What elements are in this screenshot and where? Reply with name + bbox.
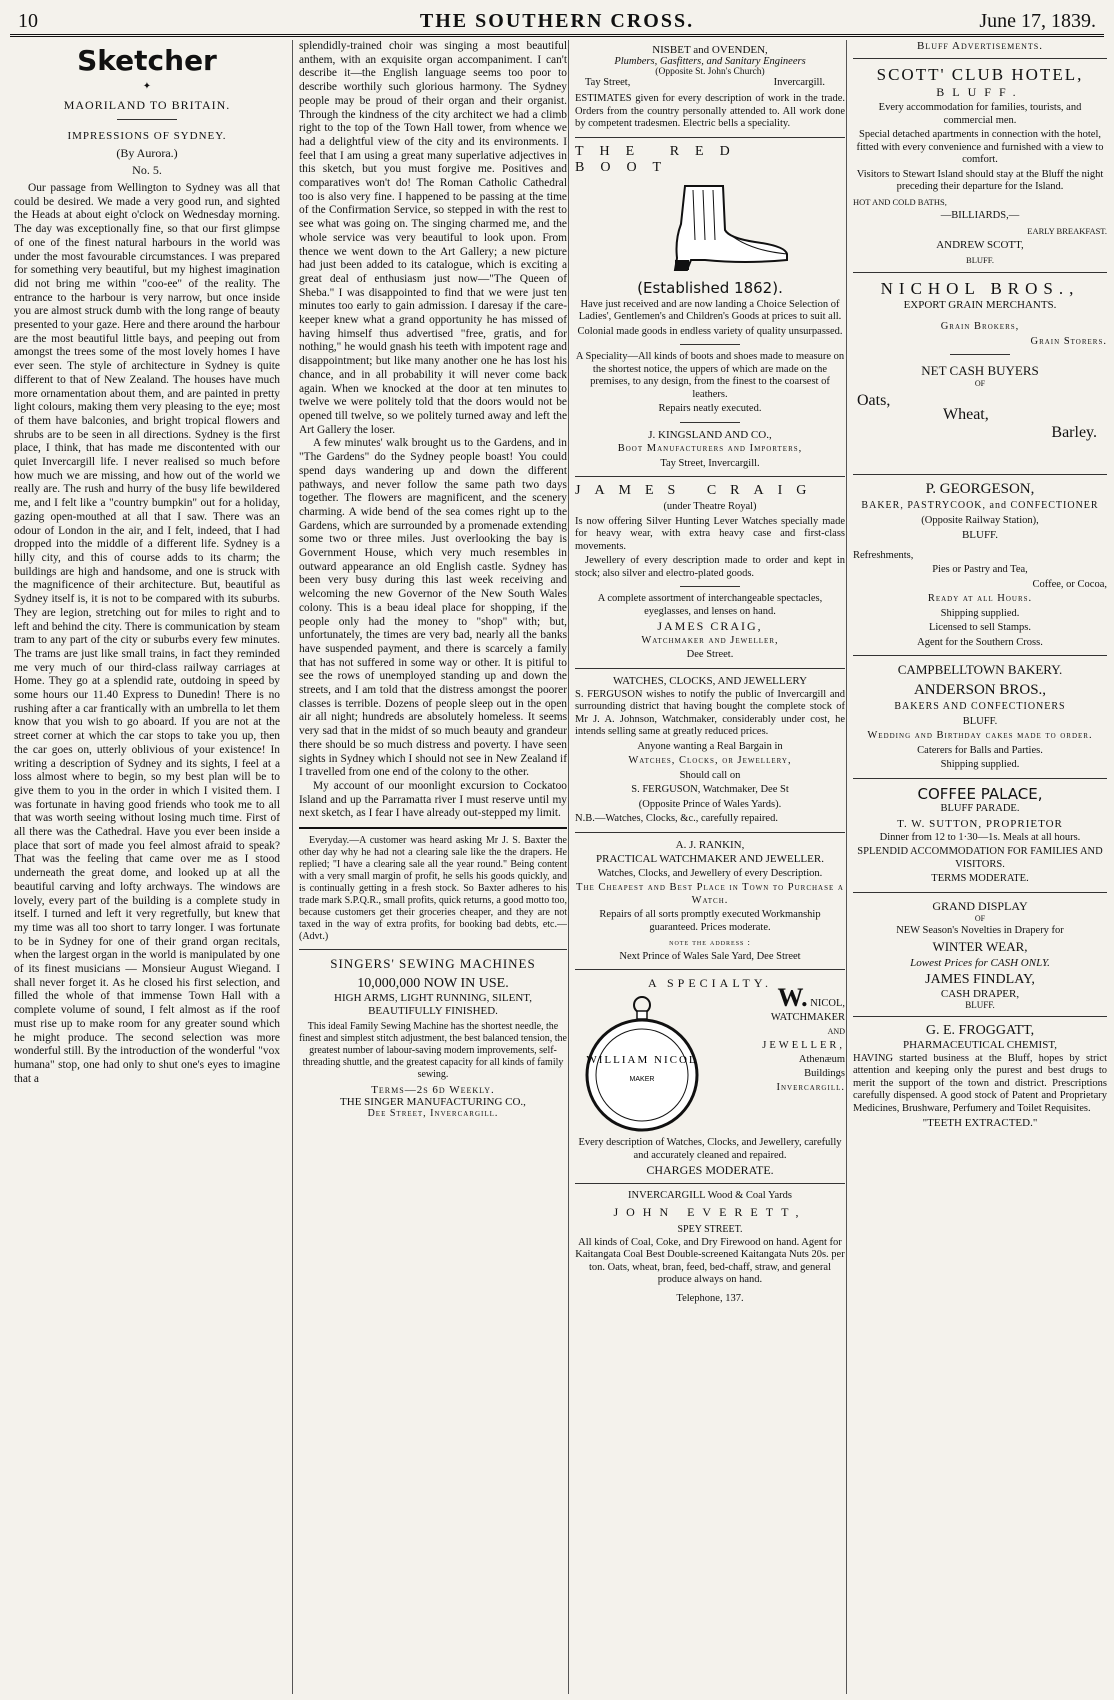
nicol-w: W. NICOL, xyxy=(777,983,845,1012)
georgeson-r1: Refreshments, xyxy=(853,549,914,561)
georgeson-town: BLUFF. xyxy=(961,529,999,541)
nicol-name: NICOL, xyxy=(810,998,845,1009)
masthead xyxy=(10,8,1104,37)
james-craig-advertisement xyxy=(575,483,845,662)
coffee-terms: TERMS MODERATE. xyxy=(931,873,1029,884)
everett-text: All kinds of Coal, Coke, and Dry Firewood on hand. Agent for Kaitangata Coal Best Double-screened Kaitangata Nuts 20s. per ton. Oats, wheat, bran, feed, bed-chaff, straw, and general produce always on hand. xyxy=(575,1236,845,1285)
singer-company: THE SINGER MANUFACTURING CO., xyxy=(340,1096,526,1109)
divider xyxy=(853,58,1107,59)
ferguson-line-4: S. FERGUSON, Watchmaker, Dee St xyxy=(631,784,789,795)
article-paragraph: My account of our moonlight excursion to Cockatoo Island and up the Parramatta river I must reserve until my next sketch, as I fear I have already out-stepped my limit. xyxy=(299,779,567,820)
georgeson-r2: Pies or Pastry and Tea, xyxy=(932,564,1028,575)
scott-text-2: Special detached apartments in connection with the hotel, fitted with every convenience and furnished with a view to comfort. xyxy=(856,129,1104,165)
ferguson-line-2: Watches, Clocks, or Jewellery, xyxy=(628,755,792,766)
byline: (By Aurora.) xyxy=(116,146,178,160)
rankin-text-3: Repairs of all sorts promptly executed Workmanship guaranteed. Prices moderate. xyxy=(599,909,821,933)
georgeson-advertisement xyxy=(853,481,1107,649)
nisbet-town: Invercargill. xyxy=(773,77,825,88)
red-boot-advertisement xyxy=(575,144,845,471)
craig-text-3: A complete assortment of interchangeable spectacles, eyeglasses, and lenses on hand. xyxy=(597,593,823,617)
issue-date: June 17, 1839. xyxy=(979,10,1096,32)
divider xyxy=(575,969,845,970)
red-boot-address: Tay Street, Invercargill. xyxy=(660,457,760,469)
nisbet-name: NISBET and OVENDEN, xyxy=(652,44,768,56)
ferguson-text: S. FERGUSON wishes to notify the public of Invercargill and surrounding district that having bought the complete stock of Mr J. A. Johnson, Watchmaker, considerably under cost, he intends selling same at greatly reduced prices. xyxy=(575,688,845,737)
scott-text-1: Every accommodation for families, tourists, and commercial men. xyxy=(878,102,1082,126)
rankin-name: A. J. RANKIN, xyxy=(675,838,745,851)
grain-oats: Oats, xyxy=(857,392,891,409)
ferguson-line-3: Should call on xyxy=(679,769,741,781)
article-body-continued: splendidly-trained choir was singing a most beautiful anthem, with an exquisite organ accompaniment. I can't describe it—the English language seems too poor to describe worthily such glorious harmony. The Sydney people may be proud of their organ and their organist. Through the kindness of the city architect we had a climb right to the top of the Town Hall tower, from whence we had a delightful view of the city and its environments. I feel that I am using a great many superlative adjectives in this sketch, but you must forgive me. Positives and comparatives won't do! The Roman Catholic Cathedral too is also very fine. I happened to be passing at the time of the Confirmation Service, so stepped in with the rest to see what was going on. The singing charmed me, and the whole service was very beautiful to look upon. From thence we went down to the Art Gallery; a new picture had just been added to its catalogue, which is exciting a great deal of enthusiasm just now—"The Queen of Sheba." I was disappointed to find that we were just ten minutes too early to gain admission. I daresay if the care-keeper knew what a grand opportunity he has missed of having himself thus advertised "free, gratis, and for nothing," he would gnash his teeth with impotent rage and disappointment; but like many another one he has lost his chance, and in all probability it will never come back again. When we knocked at the door at ten minutes to twelve we were politely told that the doors would not be opened till twelve, so we politely turned away and left the Art Gallery the loser. xyxy=(299,40,567,436)
froggatt-text: HAVING started business at the Bluff, hopes by strict attention and keeping only the purest and best drugs to merit the support of the town and district. Prescriptions carefully dispensed. A good stock of Patent and Proprietary Medicines, Brushware, Perfumery and Toilet Requisites. xyxy=(853,1052,1107,1114)
divider xyxy=(853,474,1107,475)
georgeson-r7: Agent for the Southern Cross. xyxy=(917,636,1043,648)
froggatt-name: G. E. FROGGATT, xyxy=(925,1022,1035,1038)
article-body: Our passage from Wellington to Sydney was all that could be desired. We made a very good run, and sighted the Heads at about eight o'clock on Wednesday morning. The day was exceptionally fine, so that our first glimpse of one of the finest natural harbours in the world was under the most favourable circumstances. I was prepared for something very beautiful, but my highest imagination did not bring me within "coo-ee" of the reality. The entrance to the harbour is very narrow, but once inside you are almost struck dumb with the long range of beauty presented to your gaze. Here and there around the harbour are the most beautiful little bays, and peeping out from amongst the trees some of the most lovely homes I have ever seen. The style of architecture in Sydney is quite different to that of New Zealand. The houses have much more ornamentation about them, and are painted in pretty light colours, making them very pleasing to the eye; most of them have balconies, and bright tropical flowers and shrubs are to be seen in all directions. Sydney is the first place, I think, that has made me discontented with our quiet Invercargill life. I never realised so much before how much we are missing, and how out of the world we really are. The rush and hurry of the busy life bewildered me, and I felt like a "country bumpkin" out for a holiday, gazing open-mouthed at all that I saw. There was an odour of London in the air, and I felt, indeed, that I had dropped into the middle of a different life. Sydney is a hilly city, and this of course adds to its charm; the buildings are high and handsome, and one is struck with the magnificence of their architecture. But, beautiful as Sydney itself is, it is not to be compared with its suburbs. They are legion, stretching out for miles to right and to left and behind the city. There is communication by steam tram to any part of the city or suburbs every few minutes. The trams are just like small trains, in fact they reminded me very much of our third-class railway carriages at Home. They go at a splendid rate, outdoing in speed by some hours our 11.40 Express to Dunedin! There is no rushing after a car frantically with an umbrella to let them know that you wish to go aboard. If you are not at the street corner at which the car stops to take you up, then the car goes on, utterly oblivious of your existence! In writing a description of Sydney and its sights, I feel at a loss almost where to begin, so my best plan will be to give them to you in the order in which I visited them. I was fortunate in having good friends who took me to all that was worth seeing without losing much time. First of all there was the Cathedral. Have you ever been inside a place that sort of made you feel almost afraid to speak? That was the feeling that came over me as I stood underneath the great dome, and looked up at all the beautiful carving and lofty archways. The windows are lovely, every part of the building is a complete study in itself. I turned and left it very regretfully, but knew that my time was all too short to tarry longer. I was fortunate to be in Sydney for one of their grand organ recitals, when the largest organ in the world is manipulated by one of its finest musicians — Monsieur August Wiegand. I shall never forget it. As he closed his first selection, and filled the whole of that immense Town Hall with a complete volume of sound, I felt almost as if the roof must rise up to make room for any greater sound which he might produce. The second selection was more wonderful still. By the introduction of the wonderful "vox humana" stop, one had only to shut one's eyes to imagine that a xyxy=(14,182,280,1085)
nisbet-advertisement xyxy=(575,44,845,131)
watch-maker-label: MAKER xyxy=(629,1076,655,1083)
everett-name: JOHN EVERETT, xyxy=(613,1204,807,1219)
anderson-role: BAKERS AND CONFECTIONERS xyxy=(894,701,1066,712)
georgeson-r3: Coffee, or Cocoa, xyxy=(1032,578,1107,590)
coffee-owner: T. W. SUTTON, PROPRIETOR xyxy=(897,817,1063,830)
red-boot-repairs: Repairs neatly executed. xyxy=(658,403,762,414)
ornament: ✦ xyxy=(142,81,152,92)
coffee-dinner: Dinner from 12 to 1·30—1s. Meals at all hours. xyxy=(879,831,1081,843)
ferguson-line-5: (Opposite Prince of Wales Yards). xyxy=(638,798,782,810)
nicol-location-1: Athenæum xyxy=(798,1054,845,1065)
froggatt-advertisement xyxy=(853,1023,1107,1130)
singer-address: Dee Street, Invercargill. xyxy=(367,1108,499,1120)
scott-breakfast: EARLY BREAKFAST. xyxy=(1027,225,1107,236)
boot-illustration xyxy=(625,180,795,275)
scott-billiards: —BILLIARDS,— xyxy=(940,210,1020,221)
scott-town: BLUFF. xyxy=(936,85,1024,99)
anderson-town: BLUFF. xyxy=(962,715,998,727)
bluff-heading: Bluff Advertisements. xyxy=(916,40,1044,52)
rankin-role: PRACTICAL WATCHMAKER AND JEWELLER. xyxy=(596,853,824,865)
newspaper-title: THE SOUTHERN CROSS. xyxy=(419,10,695,32)
georgeson-r6: Licensed to sell Stamps. xyxy=(928,622,1032,633)
watch-illustration xyxy=(575,993,710,1133)
nichol-name: NICHOL BROS., xyxy=(880,279,1080,298)
nichol-storers: Grain Storers. xyxy=(1030,335,1107,347)
column-4 xyxy=(846,40,1107,1694)
scott-name: SCOTT' CLUB HOTEL, xyxy=(876,65,1084,84)
anderson-name: ANDERSON BROS., xyxy=(913,682,1047,698)
georgeson-opposite: (Opposite Railway Station), xyxy=(921,514,1039,526)
craig-name: JAMES CRAIG, xyxy=(657,619,763,633)
findlay-name: JAMES FINDLAY, xyxy=(925,971,1035,987)
article-subheading: MAORILAND TO BRITAIN. xyxy=(63,98,231,112)
coffee-sub: BLUFF PARADE. xyxy=(940,802,1020,814)
anderson-shipping: Shipping supplied. xyxy=(940,759,1020,770)
findlay-text: NEW Season's Novelties in Drapery for xyxy=(896,924,1064,936)
craig-text-2: Jewellery of every description made to order and kept in stock; also silver and electro-plated goods. xyxy=(575,555,845,579)
findlay-of: OF xyxy=(974,913,986,923)
everyday-notice: Everyday.—A customer was heard asking Mr J. S. Baxter the other day why he had not a clearing sale like the the drapers. He replied; "I have a clearing sale all the year round." Being content with a very small margin of profit, he sells his goods quickly, and is continually getting in a fresh stock. So Baxter adheres to his trade mark S.P.Q.R., small profits, quick returns, a good motto too, because customers get their groceries cheaper, and they are not taxed in the way of extra profits, for booking bad debts, etc.—(Advt.) xyxy=(299,835,567,943)
findlay-town: BLUFF. xyxy=(965,999,995,1010)
page-number: 10 xyxy=(18,10,38,32)
singer-advertisement xyxy=(299,956,567,1119)
craig-address: Dee Street. xyxy=(686,649,734,660)
craig-sub: (under Theatre Royal) xyxy=(663,501,757,512)
anderson-advertisement xyxy=(853,662,1107,772)
findlay-winter: WINTER WEAR, xyxy=(932,939,1028,954)
rankin-address: Next Prince of Wales Sale Yard, Dee Street xyxy=(619,950,801,962)
scott-owner-town: BLUFF. xyxy=(966,254,994,265)
article-number: No. 5. xyxy=(132,163,162,177)
column-2 xyxy=(292,40,567,1694)
froggatt-role: PHARMACEUTICAL CHEMIST, xyxy=(902,1038,1057,1051)
grain-barley: Barley. xyxy=(1051,424,1097,441)
ferguson-heading: WATCHES, CLOCKS, AND JEWELLERY xyxy=(612,674,808,687)
everett-heading: INVERCARGILL Wood & Coal Yards xyxy=(628,1189,792,1201)
divider xyxy=(575,476,845,477)
froggatt-teeth: "TEETH EXTRACTED." xyxy=(922,1117,1038,1129)
rankin-advertisement xyxy=(575,839,845,964)
nisbet-trade: Plumbers, Gasfitters, and Sanitary Engineers xyxy=(614,56,806,67)
ferguson-nb: N.B.—Watches, Clocks, &c., carefully repaired. xyxy=(575,813,778,824)
grain-list xyxy=(853,388,1107,468)
nisbet-opposite: (Opposite St. John's Church) xyxy=(655,67,765,77)
ferguson-line-1: Anyone wanting a Real Bargain in xyxy=(637,740,783,752)
georgeson-r4: Ready at all Hours. xyxy=(927,593,1033,604)
divider xyxy=(680,344,740,345)
divider xyxy=(575,137,845,138)
singer-line-2: HIGH ARMS, LIGHT RUNNING, SILENT, BEAUTIFULLY FINISHED. xyxy=(334,992,532,1018)
nicol-advertisement xyxy=(575,976,845,1177)
findlay-role: CASH DRAPER, xyxy=(940,987,1020,1000)
singer-terms: Terms—2s 6d Weekly. xyxy=(371,1084,495,1097)
nicol-town: Invercargill. xyxy=(776,1082,845,1093)
nichol-buyers: NET CASH BUYERS xyxy=(921,363,1039,378)
divider xyxy=(853,778,1107,779)
anderson-cakes: Wedding and Birthday cakes made to order. xyxy=(867,730,1093,741)
everett-advertisement xyxy=(575,1190,845,1306)
nicol-special: A SPECIALTY. xyxy=(647,976,773,990)
findlay-prices: Lowest Prices for CASH ONLY. xyxy=(910,957,1050,969)
anderson-caterers: Caterers for Balls and Parties. xyxy=(917,744,1043,756)
craig-role: Watchmaker and Jeweller, xyxy=(641,634,779,646)
rankin-text-2: The Cheapest and Best Place in Town to Purchase a Watch. xyxy=(576,882,844,906)
findlay-advertisement xyxy=(853,899,1107,1010)
red-boot-text-2: Colonial made goods in endless variety of quality unsurpassed. xyxy=(577,325,843,337)
grain-wheat: Wheat, xyxy=(943,406,989,423)
coffee-palace-advertisement xyxy=(853,785,1107,886)
divider xyxy=(575,668,845,669)
nicol-role-2: JEWELLER, xyxy=(762,1040,845,1051)
scott-text-3: Visitors to Stewart Island should stay at the Bluff the night preceding their departure for the Island. xyxy=(856,168,1104,192)
divider xyxy=(299,827,567,829)
red-boot-text-3: A Speciality—All kinds of boots and shoes made to measure on the shortest notice, the uppers of which are made on the premises, to any design, from the finest to the coarsest of leathers. xyxy=(575,351,845,400)
nichol-role: EXPORT GRAIN MERCHANTS. xyxy=(903,299,1057,311)
singer-heading: SINGERS' SEWING MACHINES xyxy=(330,956,536,972)
coffee-heading: COFFEE PALACE, xyxy=(917,784,1043,803)
nichol-of: OF xyxy=(974,379,986,388)
divider xyxy=(575,832,845,833)
rankin-text-1: Watches, Clocks, and Jewellery of every Description. xyxy=(597,867,823,879)
divider xyxy=(853,892,1107,893)
everett-street: SPEY STREET. xyxy=(677,1223,743,1235)
watch-dial-text: WILLIAM NICOL xyxy=(586,1054,698,1066)
divider xyxy=(853,655,1107,656)
nisbet-text: ESTIMATES given for every description of work in the trade. Orders from the country personally attended to. All work done by competent tradesmen. Electric bells a speciality. xyxy=(575,93,845,129)
red-boot-heading: THE RED BOOT xyxy=(575,143,746,175)
nicol-charges: CHARGES MODERATE. xyxy=(646,1163,774,1177)
nicol-role-1: WATCHMAKER xyxy=(770,1012,845,1023)
coffee-accommodation: SPLENDID ACCOMMODATION FOR FAMILIES AND VISITORS. xyxy=(857,846,1103,870)
divider xyxy=(680,422,740,423)
nicol-location-2: Buildings xyxy=(804,1068,845,1079)
rankin-note: note the address : xyxy=(669,937,751,947)
craig-heading: JAMES CRAIG xyxy=(575,483,821,498)
red-boot-text-1: Have just received and are now landing a Choice Selection of Ladies', Gentlemen's and Children's Goods at prices to suit all. xyxy=(578,298,842,322)
divider xyxy=(575,1183,845,1184)
article-paragraph: A few minutes' walk brought us to the Gardens, and in "The Gardens" do the Sydney people boast! You could spend days wandering up and down the different pathways, and never follow the same path two days together. The flowers are magnificent, and the scenery charming. A wide bend of the sea comes right up to the Gardens, which are surrounded by a promenade extending some two or three miles. Just overlooking the bay is Government House, which very much resembles in outward appearance an old English castle. Sydney has been very busy during this last week receiving and welcoming the new Governor of the New South Wales colony. This is a beau ideal place for shopping, if the people only had the money to "shop" with; but, unfortunately, the times are very bad, nearly all the banks have suspended payment, and there is scarcely a family that has not suffered in some way or other. It is pitiful to see the rows of unemployed standing up and down the streets, and I am told that the distress amongst the poorer classes is terrible. Dozens of people sleep out in the open air all night; hundreds are absolutely homeless. It seems very sad that in the midst of so much beauty and grandeur there should be so much distress and poverty. I have seen sights in Sydney which I should not see in New Zealand if I travelled from one end of the colony to the other. xyxy=(299,437,567,779)
nichol-bros-advertisement xyxy=(853,279,1107,468)
georgeson-r5: Shipping supplied. xyxy=(940,607,1020,619)
red-boot-firm: J. KINGSLAND AND CO., xyxy=(648,428,772,441)
section-heading: Sketcher xyxy=(77,44,217,77)
column-3 xyxy=(568,40,845,1694)
craig-text-1: Is now offering Silver Hunting Lever Watches specially made for heavy wear, with extra heavy case and first-class movements. xyxy=(575,515,845,552)
georgeson-role: BAKER, PASTRYCOOK, and CONFECTIONER xyxy=(861,500,1099,511)
georgeson-name: P. GEORGESON, xyxy=(925,481,1035,497)
divider xyxy=(299,949,567,950)
scott-hotel-advertisement xyxy=(853,65,1107,266)
nichol-brokers: Grain Brokers, xyxy=(940,321,1020,332)
scott-baths: HOT AND COLD BATHS, xyxy=(853,196,947,207)
divider xyxy=(853,272,1107,273)
everett-phone: Telephone, 137. xyxy=(676,1292,744,1304)
nicol-and: AND xyxy=(827,1027,845,1036)
findlay-heading: GRAND DISPLAY xyxy=(932,898,1028,913)
nicol-text: Every description of Watches, Clocks, and Jewellery, carefully and accurately cleaned and repaired. xyxy=(578,1137,842,1161)
article-title: IMPRESSIONS OF SYDNEY. xyxy=(67,130,227,142)
nisbet-street: Tay Street, xyxy=(585,77,631,88)
red-boot-role: Boot Manufacturers and Importers, xyxy=(617,443,803,454)
divider xyxy=(680,586,740,587)
scott-owner: ANDREW SCOTT, xyxy=(936,239,1024,251)
divider xyxy=(950,354,1010,355)
red-boot-established: (Established 1862). xyxy=(637,278,783,297)
singer-description: This ideal Family Sewing Machine has the shortest needle, the finest and simplest stitch adjustment, the best balanced tension, the greatest number of labour-saving modern improvements, self-threading shuttle, and the greatest capacity for all kinds of family sewing. xyxy=(299,1021,567,1081)
divider xyxy=(853,1016,1107,1017)
divider xyxy=(117,119,177,120)
ferguson-advertisement xyxy=(575,675,845,826)
column-1 xyxy=(14,40,280,1694)
singer-line-1: 10,000,000 NOW IN USE. xyxy=(357,976,509,992)
campbell-heading: CAMPBELLTOWN BAKERY. xyxy=(897,662,1063,677)
